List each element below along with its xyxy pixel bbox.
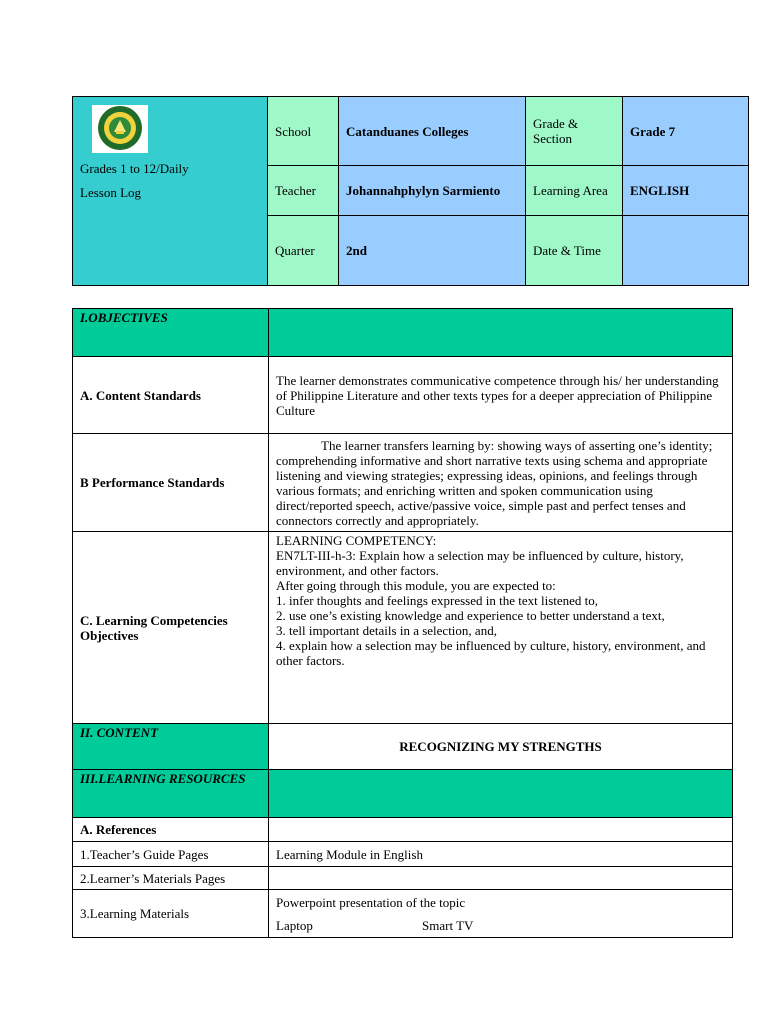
learning-materials-label: 3.Learning Materials	[73, 890, 269, 938]
date-time-value	[623, 216, 749, 286]
teacher-label: Teacher	[268, 166, 339, 216]
header-title-line-2: Lesson Log	[80, 185, 142, 200]
learning-competencies-cell	[269, 532, 733, 724]
header-title-line-1: Grades 1 to 12/Daily	[80, 161, 189, 176]
learning-area-value: ENGLISH	[623, 166, 749, 216]
lesson-plan-table	[72, 308, 733, 938]
school-seal-logo	[92, 105, 148, 153]
date-time-label: Date & Time	[526, 216, 623, 286]
objectives-heading: I.OBJECTIVES	[73, 309, 269, 357]
lesson-log-header-table	[72, 96, 749, 286]
references-value	[269, 818, 733, 842]
grade-section-label: Grade & Section	[526, 97, 623, 166]
learning-resources-heading-fill	[269, 770, 733, 818]
quarter-label: Quarter	[268, 216, 339, 286]
performance-standards-text: The learner transfers learning by: showing ways of asserting one’s identity; comprehending informative and short narrative texts using schema and appropriate listening and viewing strategies; expressing ideas, opinions, and feelings through various formats; and enriching written and spoken communication using direct/reported speech, active/passive voice, simple past and perfect tenses and connectors correctly and appropriately.	[276, 437, 713, 528]
competency-item: 1. infer thoughts and feelings expressed in the text listened to,	[276, 593, 599, 608]
learning-materials-cell	[269, 890, 733, 938]
learners-materials-value	[269, 867, 733, 890]
content-standards-label: A. Content Standards	[73, 357, 269, 434]
grade-section-value: Grade 7	[623, 97, 749, 166]
learning-area-label: Learning Area	[526, 166, 623, 216]
competency-item: 2. use one’s existing knowledge and experience to better understand a text,	[276, 608, 665, 623]
competency-code: EN7LT-III-h-3: Explain how a selection may be influenced by culture, history, environment, and other factors.	[276, 548, 684, 578]
content-heading: II. CONTENT	[73, 724, 269, 770]
quarter-value: 2nd	[339, 216, 526, 286]
content-standards-text: The learner demonstrates communicative competence through his/ her understanding of Philippine Literature and other texts types for a deeper appreciation of Philippine Culture	[269, 357, 733, 434]
learning-materials-line1: Powerpoint presentation of the topic	[276, 894, 466, 910]
performance-standards-label: B Performance Standards	[73, 434, 269, 532]
competency-item: 4. explain how a selection may be influenced by culture, history, environment, and other factors.	[276, 638, 706, 668]
learning-resources-heading: III.LEARNING RESOURCES	[73, 770, 269, 818]
learning-materials-line2	[276, 918, 725, 933]
laptop-item: Laptop	[276, 917, 313, 933]
learning-competencies-label: C. Learning Competencies Objectives	[73, 532, 269, 724]
content-topic: RECOGNIZING MY STRENGTHS	[269, 724, 733, 770]
references-label: A. References	[73, 818, 269, 842]
teachers-guide-value: Learning Module in English	[269, 842, 733, 867]
competency-intro: After going through this module, you are expected to:	[276, 578, 556, 593]
teacher-value: Johannahphylyn Sarmiento	[339, 166, 526, 216]
school-value: Catanduanes Colleges	[339, 97, 526, 166]
smart-tv-item: Smart TV	[422, 917, 474, 933]
school-label: School	[268, 97, 339, 166]
header-title-cell	[73, 97, 268, 286]
objectives-heading-fill	[269, 309, 733, 357]
competency-heading: LEARNING COMPETENCY:	[276, 533, 437, 548]
learners-materials-label: 2.Learner’s Materials Pages	[73, 867, 269, 890]
performance-standards-cell	[269, 434, 733, 532]
teachers-guide-label: 1.Teacher’s Guide Pages	[73, 842, 269, 867]
competency-item: 3. tell important details in a selection, and,	[276, 623, 497, 638]
